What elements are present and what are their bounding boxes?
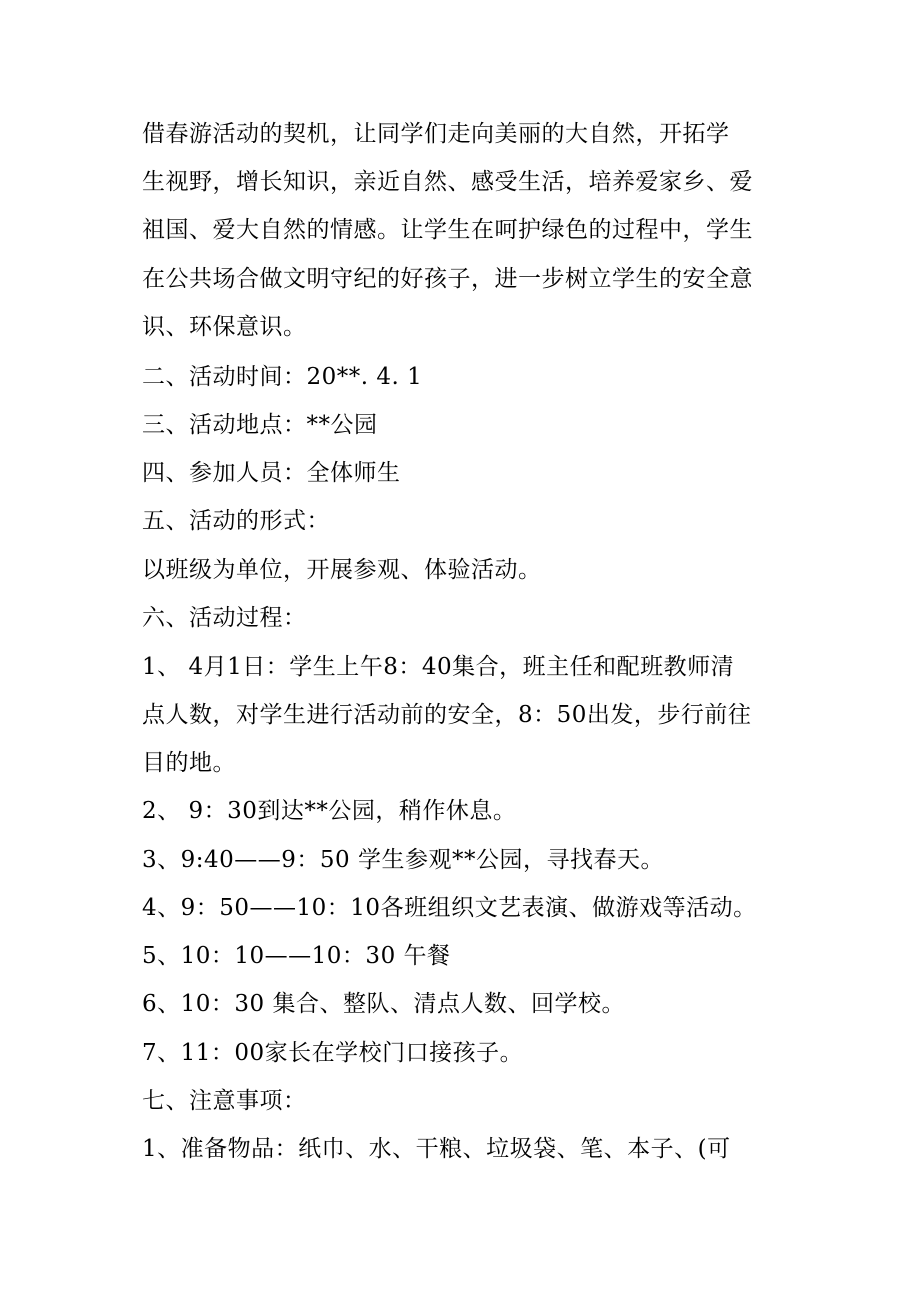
process-step-1-cont: 点人数，对学生进行活动前的安全，8：50出发，步行前往 (142, 702, 752, 728)
paragraph-line: 识、环保意识。 (142, 314, 307, 340)
process-step-2: 2、 9：30到达**公园，稍作休息。 (142, 798, 517, 824)
paragraph-line: 借春游活动的契机，让同学们走向美丽的大自然，开拓学 (142, 121, 730, 147)
section-format-text: 以班级为单位，开展参观、体验活动。 (142, 557, 542, 583)
section-time: 二、活动时间：20**. 4. 1 (142, 364, 423, 390)
process-step-1: 1、 4月1日：学生上午8：40集合，班主任和配班教师清 (142, 654, 735, 680)
section-format-heading: 五、活动的形式： (142, 508, 330, 534)
process-step-5: 5、10：10——10：30 午餐 (142, 943, 451, 969)
process-step-7: 7、11：00家长在学校门口接孩子。 (142, 1040, 524, 1066)
paragraph-line: 生视野，增长知识，亲近自然、感受生活，培养爱家乡、爱 (142, 169, 753, 195)
section-location: 三、活动地点：**公园 (142, 412, 378, 438)
section-process-heading: 六、活动过程： (142, 605, 307, 631)
paragraph-line: 在公共场合做文明守纪的好孩子，进一步树立学生的安全意 (142, 266, 753, 292)
section-participants: 四、参加人员：全体师生 (142, 460, 401, 486)
process-step-1-cont: 目的地。 (142, 750, 236, 776)
process-step-4: 4、9：50——10：10各班组织文艺表演、做游戏等活动。 (142, 895, 757, 921)
process-step-3: 3、9:40——9：50 学生参观**公园，寻找春天。 (142, 847, 664, 873)
notes-item-1: 1、准备物品：纸巾、水、干粮、垃圾袋、笔、本子、(可 (142, 1136, 731, 1162)
section-notes-heading: 七、注意事项： (142, 1088, 307, 1114)
process-step-6: 6、10：30 集合、整队、清点人数、回学校。 (142, 991, 625, 1017)
paragraph-line: 祖国、爱大自然的情感。让学生在呵护绿色的过程中，学生 (142, 217, 753, 243)
